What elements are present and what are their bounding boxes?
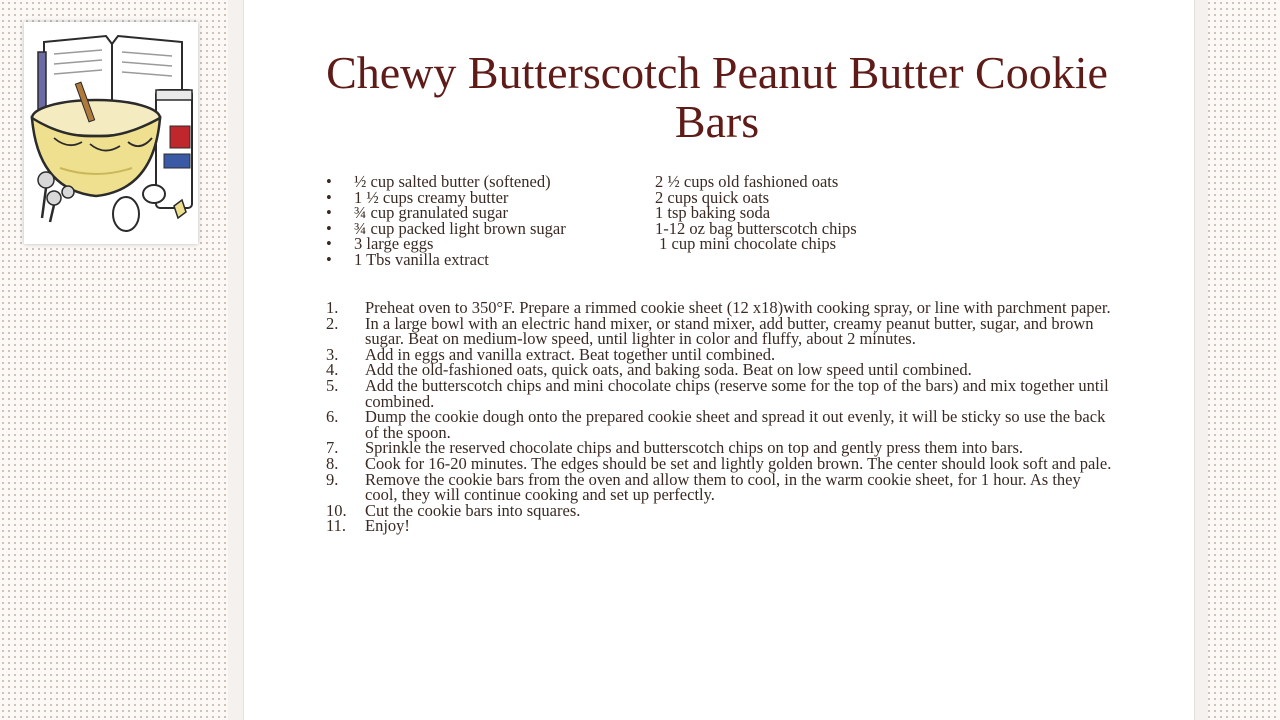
step-number: 1. (326, 298, 339, 317)
ingredient-item: ½ cup salted butter (softened) (354, 172, 551, 191)
bullet-icon: • (326, 249, 332, 269)
step-number: 4. (326, 360, 339, 380)
step-text: Cook for 16-20 minutes. The edges should be set and lightly golden brown. The center should look soft and pale. (365, 453, 1112, 473)
instruction-step (326, 500, 1116, 520)
ingredient-item: 2 ½ cups old fashioned oats (655, 172, 839, 191)
step-text: In a large bowl with an electric hand mixer, or stand mixer, add butter, creamy peanut butter, sugar, and brown sugar. Beat on medium-low speed, until lighter in color and fluffy, about 2 minutes. (365, 313, 1094, 349)
ingredient-item: ¾ cup granulated sugar (354, 203, 508, 223)
recipe-title: Chewy Butterscotch Peanut Butter Cookie Bars (326, 47, 1108, 147)
ingredient-item: 1 ½ cups creamy butter (354, 187, 509, 207)
instruction-step (326, 313, 1116, 349)
step-number: 9. (326, 469, 339, 489)
instructions-list (326, 300, 1116, 534)
step-number: 7. (326, 438, 339, 458)
step-text: Preheat oven to 350°F. Prepare a rimmed cookie sheet (12 x18)with cooking spray, or line with parchment paper. (365, 298, 1111, 317)
step-number: 10. (326, 500, 347, 520)
ingredient-item: 1 Tbs vanilla extract (354, 249, 489, 269)
step-text: Add in eggs and vanilla extract. Beat together until combined. (365, 344, 776, 364)
ingredient-row (326, 249, 966, 269)
step-number: 2. (326, 313, 339, 333)
ingredient-item: 1 tsp baking soda (655, 203, 771, 223)
bullet-icon: • (326, 218, 332, 238)
step-number: 3. (326, 344, 339, 364)
step-number: 11. (326, 516, 347, 536)
bullet-icon: • (326, 172, 332, 191)
step-number: 6. (326, 407, 339, 427)
bullet-icon: • (326, 203, 332, 223)
ingredient-item: 2 cups quick oats (655, 187, 770, 207)
step-text: Cut the cookie bars into squares. (365, 500, 581, 520)
step-text: Add the butterscotch chips and mini chocolate chips (reserve some for the top of the bars) and mix together until combined. (365, 375, 1109, 411)
step-text: Enjoy! (365, 516, 410, 536)
ingredient-item: 1 cup mini chocolate chips (655, 234, 836, 254)
ingredient-item: 1-12 oz bag butterscotch chips (655, 218, 857, 238)
ingredient-item: 3 large eggs (354, 234, 434, 254)
step-text: Add the old-fashioned oats, quick oats, and baking soda. Beat on low speed until combined. (365, 360, 972, 380)
baking-clipart (24, 22, 198, 244)
instruction-step (326, 409, 1116, 440)
step-text: Dump the cookie dough onto the prepared cookie sheet and spread it out evenly, it will be sticky so use the back of the spoon. (365, 407, 1106, 442)
bullet-icon: • (326, 187, 332, 207)
ingredients-list (326, 174, 966, 268)
ingredient-item (655, 252, 966, 268)
step-text: Remove the cookie bars from the oven and allow them to cool, in the warm cookie sheet, for 1 hour. As they cool, they will continue cooking and set up perfectly. (365, 469, 1081, 505)
instruction-step (326, 375, 1116, 411)
instruction-step (326, 469, 1116, 505)
step-number: 8. (326, 453, 339, 473)
instruction-step (326, 518, 1116, 534)
step-text: Sprinkle the reserved chocolate chips and butterscotch chips on top and gently press them into bars. (365, 438, 1023, 458)
step-number: 5. (326, 375, 339, 395)
ingredient-item: ¾ cup packed light brown sugar (354, 218, 566, 238)
bullet-icon: • (326, 234, 332, 254)
